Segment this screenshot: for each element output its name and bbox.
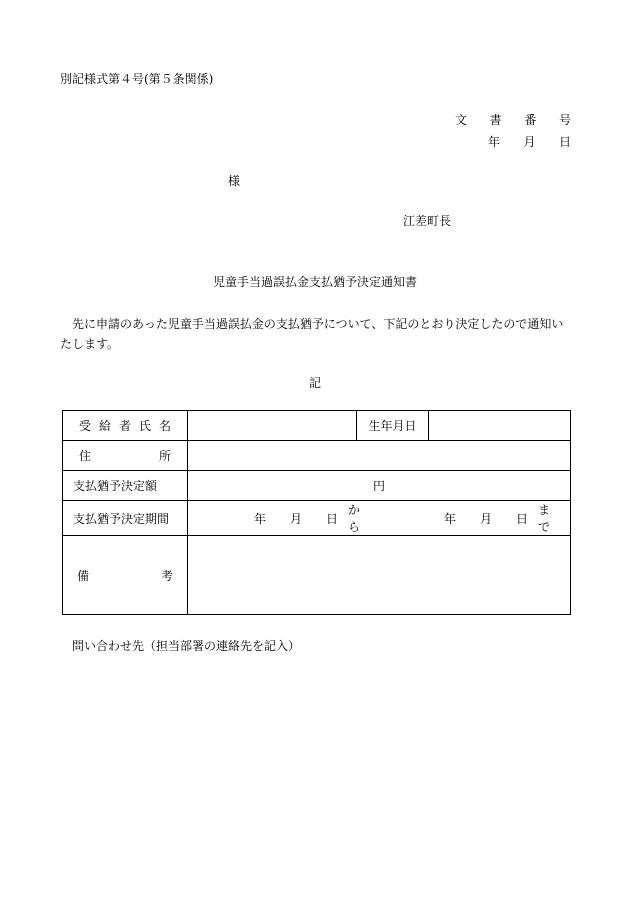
table-row xyxy=(63,471,571,501)
docno-char: 号 xyxy=(558,113,571,127)
label-char: 受 xyxy=(79,419,92,433)
birth-date-label: 生年月日 xyxy=(357,411,429,441)
table-row xyxy=(63,501,571,536)
docno-char: 番 xyxy=(524,113,537,127)
amount-field[interactable] xyxy=(188,471,571,501)
label-char: 考 xyxy=(160,568,173,583)
label-char: 者 xyxy=(118,419,131,433)
recipient-suffix: 様 xyxy=(228,174,241,188)
address-label xyxy=(63,441,188,471)
period-start-day: 日 xyxy=(326,511,339,526)
issuer: 江差町長 xyxy=(403,214,452,228)
period-end-suffix: まで xyxy=(538,503,551,534)
remarks-field[interactable] xyxy=(188,536,571,615)
period-end-day: 日 xyxy=(516,511,529,526)
recipient-name-field[interactable] xyxy=(188,411,357,441)
contact-note: 問い合わせ先（担当部署の連絡先を記入） xyxy=(72,639,301,653)
amount-unit: 円 xyxy=(372,479,385,493)
date-day: 日 xyxy=(558,135,571,149)
address-field[interactable] xyxy=(188,441,571,471)
label-char: 所 xyxy=(158,449,171,463)
period-field[interactable] xyxy=(188,501,571,536)
label-char: 住 xyxy=(79,449,92,463)
recipient-name-label xyxy=(63,411,188,441)
birth-date-field[interactable] xyxy=(429,411,571,441)
period-start-month: 月 xyxy=(290,511,303,526)
label-char: 氏 xyxy=(138,419,151,433)
document-number-label xyxy=(455,111,571,128)
document-title: 児童手当過誤払金支払猶予決定通知書 xyxy=(212,275,417,289)
table-row xyxy=(63,536,571,615)
date-year: 年 xyxy=(488,135,501,149)
table-row xyxy=(63,441,571,471)
date-month: 月 xyxy=(523,135,536,149)
remarks-label xyxy=(63,536,188,615)
period-start-year: 年 xyxy=(254,511,267,526)
decision-table xyxy=(62,410,571,615)
period-start-suffix: から xyxy=(348,503,361,534)
label-char: 給 xyxy=(98,419,111,433)
docno-char: 文 xyxy=(455,113,468,127)
ki-heading: 記 xyxy=(308,376,321,390)
period-end-month: 月 xyxy=(480,511,493,526)
docno-char: 書 xyxy=(489,113,502,127)
body-text: 先に申請のあった児童手当過誤払金の支払猶予について、下記のとおり決定したので通知いたします。 xyxy=(60,317,564,351)
table-row xyxy=(63,411,571,441)
period-label: 支払猶予決定期間 xyxy=(63,501,188,536)
label-char: 備 xyxy=(77,568,90,583)
period-end-year: 年 xyxy=(444,511,457,526)
label-char: 名 xyxy=(158,419,171,433)
issue-date-label xyxy=(488,133,571,150)
form-number: 別記様式第４号(第５条関係) xyxy=(60,72,214,86)
amount-label: 支払猶予決定額 xyxy=(63,471,188,501)
